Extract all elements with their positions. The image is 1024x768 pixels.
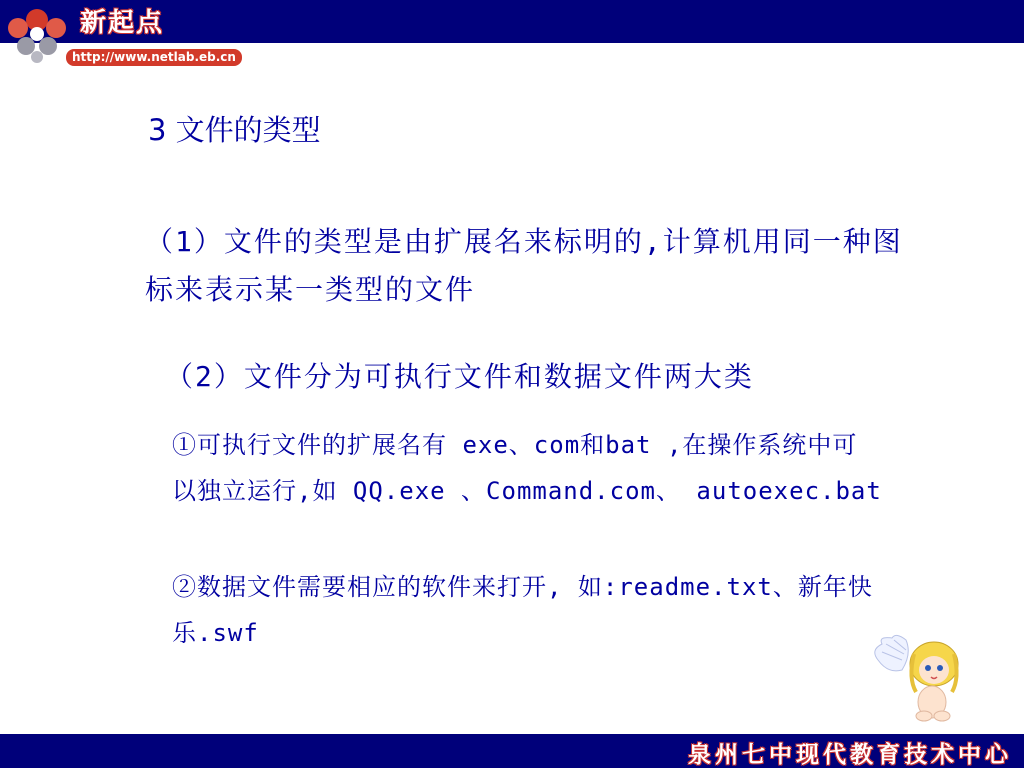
slide-heading: 3 文件的类型: [148, 113, 321, 147]
list-item: （1）文件的类型是由扩展名来标明的,计算机用同一种图标来表示某一类型的文件: [145, 225, 903, 306]
logo-name: 新起点: [80, 8, 165, 38]
sub-list-item: ①可执行文件的扩展名有 exe、com和bat ,在操作系统中可以独立运行,如 QQ.exe 、Command.com、 autoexec.bat: [172, 431, 882, 505]
logo-url[interactable]: http://www.netlab.eb.cn: [66, 49, 242, 66]
logo-mark-icon: [2, 2, 72, 64]
angel-mascot-icon: [868, 630, 978, 725]
footer-text: 泉州七中现代教育技术中心: [688, 741, 1012, 768]
list-item: （2）文件分为可执行文件和数据文件两大类: [165, 360, 754, 393]
sub-list-item: ②数据文件需要相应的软件来打开, 如:readme.txt、新年快乐.swf: [172, 573, 873, 647]
